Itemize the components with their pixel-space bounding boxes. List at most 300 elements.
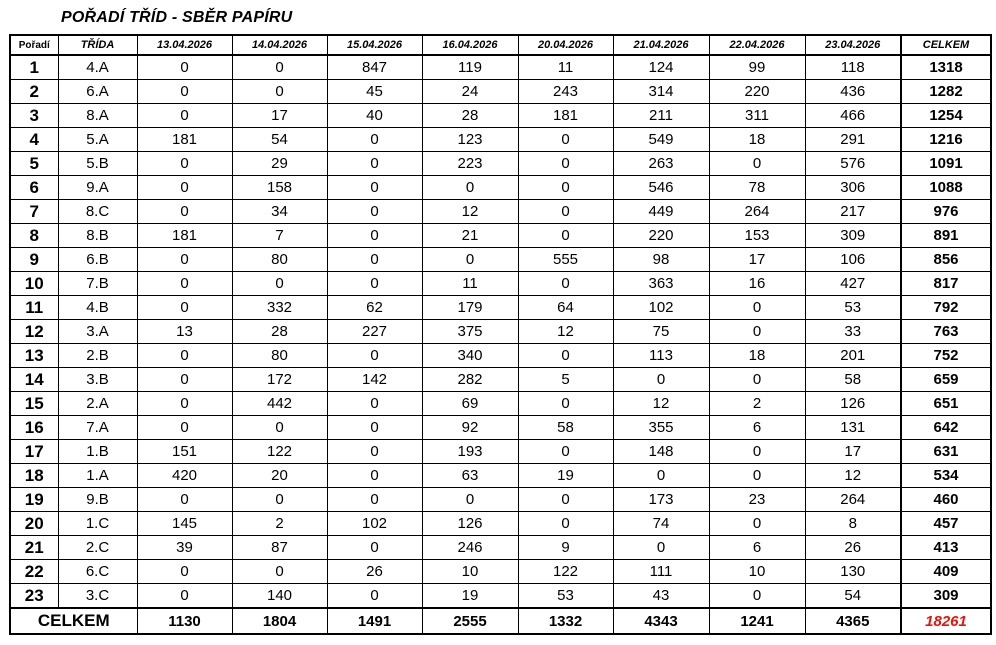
value-cell: 26 [327, 560, 422, 584]
header-class: TŘÍDA [58, 35, 137, 55]
class-cell: 3.C [58, 584, 137, 609]
value-cell: 309 [805, 224, 901, 248]
rank-cell: 11 [10, 296, 58, 320]
value-cell: 63 [422, 464, 518, 488]
value-cell: 0 [327, 176, 422, 200]
table-row [10, 296, 991, 320]
value-cell: 0 [137, 200, 232, 224]
value-cell: 847 [327, 55, 422, 80]
value-cell: 75 [613, 320, 709, 344]
table-row [10, 560, 991, 584]
value-cell: 0 [518, 152, 613, 176]
value-cell: 311 [709, 104, 805, 128]
rank-cell: 16 [10, 416, 58, 440]
value-cell: 45 [327, 80, 422, 104]
value-cell: 28 [232, 320, 327, 344]
value-cell: 24 [422, 80, 518, 104]
rank-cell: 13 [10, 344, 58, 368]
class-cell: 2.B [58, 344, 137, 368]
value-cell: 9 [518, 536, 613, 560]
value-cell: 64 [518, 296, 613, 320]
value-cell: 40 [327, 104, 422, 128]
total-cell: 1282 [901, 80, 991, 104]
value-cell: 0 [137, 104, 232, 128]
value-cell: 0 [232, 272, 327, 296]
header-date: 13.04.2026 [137, 35, 232, 55]
value-cell: 124 [613, 55, 709, 80]
value-cell: 181 [518, 104, 613, 128]
value-cell: 0 [613, 536, 709, 560]
rank-cell: 12 [10, 320, 58, 344]
class-cell: 6.A [58, 80, 137, 104]
value-cell: 153 [709, 224, 805, 248]
value-cell: 0 [613, 464, 709, 488]
value-cell: 0 [709, 320, 805, 344]
table-row [10, 272, 991, 296]
value-cell: 130 [805, 560, 901, 584]
rank-cell: 7 [10, 200, 58, 224]
total-cell: 817 [901, 272, 991, 296]
value-cell: 363 [613, 272, 709, 296]
value-cell: 87 [232, 536, 327, 560]
table-row [10, 464, 991, 488]
value-cell: 0 [137, 344, 232, 368]
value-cell: 282 [422, 368, 518, 392]
value-cell: 332 [232, 296, 327, 320]
column-total: 2555 [422, 608, 518, 634]
value-cell: 17 [232, 104, 327, 128]
value-cell: 12 [805, 464, 901, 488]
value-cell: 74 [613, 512, 709, 536]
value-cell: 0 [518, 176, 613, 200]
value-cell: 0 [137, 272, 232, 296]
value-cell: 0 [137, 584, 232, 609]
value-cell: 18 [709, 128, 805, 152]
class-cell: 3.B [58, 368, 137, 392]
value-cell: 0 [518, 512, 613, 536]
value-cell: 0 [518, 128, 613, 152]
value-cell: 0 [422, 248, 518, 272]
total-cell: 1318 [901, 55, 991, 80]
value-cell: 21 [422, 224, 518, 248]
class-cell: 1.B [58, 440, 137, 464]
value-cell: 2 [232, 512, 327, 536]
value-cell: 16 [709, 272, 805, 296]
value-cell: 13 [137, 320, 232, 344]
value-cell: 122 [518, 560, 613, 584]
value-cell: 0 [232, 488, 327, 512]
rank-cell: 8 [10, 224, 58, 248]
table-row [10, 440, 991, 464]
table-row [10, 536, 991, 560]
rank-cell: 10 [10, 272, 58, 296]
value-cell: 17 [805, 440, 901, 464]
class-cell: 6.B [58, 248, 137, 272]
value-cell: 29 [232, 152, 327, 176]
total-cell: 1254 [901, 104, 991, 128]
value-cell: 69 [422, 392, 518, 416]
total-cell: 651 [901, 392, 991, 416]
value-cell: 58 [518, 416, 613, 440]
rank-cell: 2 [10, 80, 58, 104]
value-cell: 122 [232, 440, 327, 464]
class-cell: 1.C [58, 512, 137, 536]
rank-cell: 20 [10, 512, 58, 536]
value-cell: 12 [422, 200, 518, 224]
value-cell: 0 [709, 152, 805, 176]
value-cell: 0 [137, 176, 232, 200]
value-cell: 151 [137, 440, 232, 464]
value-cell: 0 [327, 392, 422, 416]
total-cell: 460 [901, 488, 991, 512]
value-cell: 39 [137, 536, 232, 560]
total-cell: 631 [901, 440, 991, 464]
value-cell: 19 [518, 464, 613, 488]
value-cell: 6 [709, 536, 805, 560]
column-total: 1491 [327, 608, 422, 634]
value-cell: 217 [805, 200, 901, 224]
value-cell: 131 [805, 416, 901, 440]
table-row [10, 488, 991, 512]
value-cell: 102 [613, 296, 709, 320]
total-cell: 409 [901, 560, 991, 584]
value-cell: 0 [422, 176, 518, 200]
value-cell: 34 [232, 200, 327, 224]
value-cell: 98 [613, 248, 709, 272]
header-date: 23.04.2026 [805, 35, 901, 55]
value-cell: 193 [422, 440, 518, 464]
value-cell: 23 [709, 488, 805, 512]
value-cell: 220 [613, 224, 709, 248]
value-cell: 145 [137, 512, 232, 536]
table-row [10, 55, 991, 80]
total-cell: 659 [901, 368, 991, 392]
value-cell: 142 [327, 368, 422, 392]
value-cell: 53 [518, 584, 613, 609]
value-cell: 340 [422, 344, 518, 368]
class-cell: 8.B [58, 224, 137, 248]
value-cell: 111 [613, 560, 709, 584]
value-cell: 58 [805, 368, 901, 392]
rank-cell: 3 [10, 104, 58, 128]
total-cell: 534 [901, 464, 991, 488]
value-cell: 92 [422, 416, 518, 440]
value-cell: 0 [709, 440, 805, 464]
value-cell: 0 [232, 80, 327, 104]
class-cell: 6.C [58, 560, 137, 584]
value-cell: 0 [137, 55, 232, 80]
value-cell: 173 [613, 488, 709, 512]
class-cell: 9.B [58, 488, 137, 512]
value-cell: 0 [709, 296, 805, 320]
table-row [10, 128, 991, 152]
grand-total: 18261 [901, 608, 991, 634]
total-cell: 752 [901, 344, 991, 368]
value-cell: 12 [613, 392, 709, 416]
rank-cell: 22 [10, 560, 58, 584]
value-cell: 80 [232, 248, 327, 272]
value-cell: 546 [613, 176, 709, 200]
table-row [10, 344, 991, 368]
value-cell: 0 [327, 200, 422, 224]
table-row [10, 416, 991, 440]
rank-cell: 4 [10, 128, 58, 152]
value-cell: 102 [327, 512, 422, 536]
value-cell: 442 [232, 392, 327, 416]
total-cell: 642 [901, 416, 991, 440]
value-cell: 0 [137, 392, 232, 416]
value-cell: 54 [232, 128, 327, 152]
value-cell: 0 [137, 152, 232, 176]
value-cell: 10 [709, 560, 805, 584]
table-row [10, 392, 991, 416]
value-cell: 0 [518, 344, 613, 368]
value-cell: 549 [613, 128, 709, 152]
value-cell: 158 [232, 176, 327, 200]
table-row [10, 248, 991, 272]
table-row [10, 152, 991, 176]
value-cell: 118 [805, 55, 901, 80]
rank-cell: 17 [10, 440, 58, 464]
value-cell: 119 [422, 55, 518, 80]
class-cell: 8.C [58, 200, 137, 224]
value-cell: 0 [709, 368, 805, 392]
value-cell: 223 [422, 152, 518, 176]
column-total: 1804 [232, 608, 327, 634]
rank-cell: 18 [10, 464, 58, 488]
column-total: 1241 [709, 608, 805, 634]
value-cell: 0 [232, 560, 327, 584]
value-cell: 0 [327, 128, 422, 152]
value-cell: 220 [709, 80, 805, 104]
header-total: CELKEM [901, 35, 991, 55]
value-cell: 0 [137, 80, 232, 104]
total-cell: 1216 [901, 128, 991, 152]
value-cell: 126 [422, 512, 518, 536]
value-cell: 0 [327, 272, 422, 296]
value-cell: 0 [518, 440, 613, 464]
value-cell: 181 [137, 224, 232, 248]
header-date: 20.04.2026 [518, 35, 613, 55]
value-cell: 12 [518, 320, 613, 344]
value-cell: 0 [518, 200, 613, 224]
value-cell: 0 [327, 344, 422, 368]
value-cell: 0 [137, 248, 232, 272]
value-cell: 140 [232, 584, 327, 609]
value-cell: 264 [805, 488, 901, 512]
value-cell: 420 [137, 464, 232, 488]
value-cell: 0 [518, 392, 613, 416]
class-cell: 7.A [58, 416, 137, 440]
rank-cell: 14 [10, 368, 58, 392]
rank-cell: 6 [10, 176, 58, 200]
header-rank: Pořadí [10, 35, 58, 55]
class-cell: 9.A [58, 176, 137, 200]
table-row [10, 584, 991, 609]
value-cell: 18 [709, 344, 805, 368]
value-cell: 211 [613, 104, 709, 128]
value-cell: 0 [327, 224, 422, 248]
class-cell: 4.B [58, 296, 137, 320]
ranking-table [9, 34, 992, 635]
value-cell: 172 [232, 368, 327, 392]
value-cell: 26 [805, 536, 901, 560]
value-cell: 99 [709, 55, 805, 80]
class-cell: 2.A [58, 392, 137, 416]
value-cell: 28 [422, 104, 518, 128]
value-cell: 0 [709, 512, 805, 536]
value-cell: 2 [709, 392, 805, 416]
value-cell: 33 [805, 320, 901, 344]
value-cell: 306 [805, 176, 901, 200]
value-cell: 427 [805, 272, 901, 296]
value-cell: 576 [805, 152, 901, 176]
header-date: 16.04.2026 [422, 35, 518, 55]
rank-cell: 23 [10, 584, 58, 609]
class-cell: 5.B [58, 152, 137, 176]
value-cell: 0 [709, 464, 805, 488]
total-cell: 1091 [901, 152, 991, 176]
value-cell: 375 [422, 320, 518, 344]
table-row [10, 200, 991, 224]
value-cell: 0 [518, 488, 613, 512]
value-cell: 0 [232, 55, 327, 80]
total-cell: 976 [901, 200, 991, 224]
class-cell: 1.A [58, 464, 137, 488]
value-cell: 43 [613, 584, 709, 609]
value-cell: 264 [709, 200, 805, 224]
totals-row [10, 608, 991, 634]
value-cell: 113 [613, 344, 709, 368]
value-cell: 10 [422, 560, 518, 584]
rank-cell: 21 [10, 536, 58, 560]
column-total: 4343 [613, 608, 709, 634]
value-cell: 78 [709, 176, 805, 200]
value-cell: 181 [137, 128, 232, 152]
rank-cell: 19 [10, 488, 58, 512]
rank-cell: 1 [10, 55, 58, 80]
value-cell: 555 [518, 248, 613, 272]
value-cell: 53 [805, 296, 901, 320]
value-cell: 263 [613, 152, 709, 176]
class-cell: 8.A [58, 104, 137, 128]
value-cell: 0 [422, 488, 518, 512]
page-title: POŘADÍ TŘÍD - SBĚR PAPÍRU [61, 9, 293, 26]
value-cell: 0 [327, 464, 422, 488]
header-date: 21.04.2026 [613, 35, 709, 55]
value-cell: 0 [518, 224, 613, 248]
column-total: 1130 [137, 608, 232, 634]
value-cell: 449 [613, 200, 709, 224]
rank-cell: 5 [10, 152, 58, 176]
class-cell: 3.A [58, 320, 137, 344]
value-cell: 201 [805, 344, 901, 368]
total-cell: 891 [901, 224, 991, 248]
class-cell: 7.B [58, 272, 137, 296]
value-cell: 0 [137, 416, 232, 440]
value-cell: 0 [327, 584, 422, 609]
value-cell: 466 [805, 104, 901, 128]
value-cell: 62 [327, 296, 422, 320]
table-body [10, 55, 991, 608]
column-total: 1332 [518, 608, 613, 634]
header-date: 14.04.2026 [232, 35, 327, 55]
class-cell: 2.C [58, 536, 137, 560]
total-cell: 457 [901, 512, 991, 536]
total-cell: 413 [901, 536, 991, 560]
table-row [10, 320, 991, 344]
total-cell: 792 [901, 296, 991, 320]
total-cell: 1088 [901, 176, 991, 200]
value-cell: 5 [518, 368, 613, 392]
table-row [10, 368, 991, 392]
rank-cell: 15 [10, 392, 58, 416]
value-cell: 54 [805, 584, 901, 609]
value-cell: 0 [137, 368, 232, 392]
value-cell: 7 [232, 224, 327, 248]
rank-cell: 9 [10, 248, 58, 272]
value-cell: 106 [805, 248, 901, 272]
header-row [10, 35, 991, 55]
total-cell: 763 [901, 320, 991, 344]
value-cell: 0 [327, 152, 422, 176]
value-cell: 0 [327, 440, 422, 464]
table-row [10, 512, 991, 536]
value-cell: 6 [709, 416, 805, 440]
table-row [10, 80, 991, 104]
value-cell: 17 [709, 248, 805, 272]
value-cell: 179 [422, 296, 518, 320]
table-row [10, 224, 991, 248]
table-row [10, 104, 991, 128]
total-cell: 309 [901, 584, 991, 609]
column-total: 4365 [805, 608, 901, 634]
value-cell: 0 [232, 416, 327, 440]
value-cell: 291 [805, 128, 901, 152]
value-cell: 314 [613, 80, 709, 104]
value-cell: 0 [327, 536, 422, 560]
value-cell: 227 [327, 320, 422, 344]
value-cell: 355 [613, 416, 709, 440]
value-cell: 0 [613, 368, 709, 392]
value-cell: 0 [137, 296, 232, 320]
total-cell: 856 [901, 248, 991, 272]
totals-label: CELKEM [10, 608, 137, 634]
value-cell: 246 [422, 536, 518, 560]
value-cell: 0 [327, 488, 422, 512]
class-cell: 5.A [58, 128, 137, 152]
value-cell: 0 [518, 272, 613, 296]
value-cell: 123 [422, 128, 518, 152]
table-row [10, 176, 991, 200]
value-cell: 0 [709, 584, 805, 609]
header-date: 15.04.2026 [327, 35, 422, 55]
value-cell: 436 [805, 80, 901, 104]
value-cell: 11 [422, 272, 518, 296]
value-cell: 0 [137, 488, 232, 512]
value-cell: 148 [613, 440, 709, 464]
value-cell: 243 [518, 80, 613, 104]
header-date: 22.04.2026 [709, 35, 805, 55]
value-cell: 80 [232, 344, 327, 368]
value-cell: 20 [232, 464, 327, 488]
class-cell: 4.A [58, 55, 137, 80]
value-cell: 11 [518, 55, 613, 80]
value-cell: 126 [805, 392, 901, 416]
value-cell: 8 [805, 512, 901, 536]
value-cell: 0 [327, 416, 422, 440]
value-cell: 0 [327, 248, 422, 272]
